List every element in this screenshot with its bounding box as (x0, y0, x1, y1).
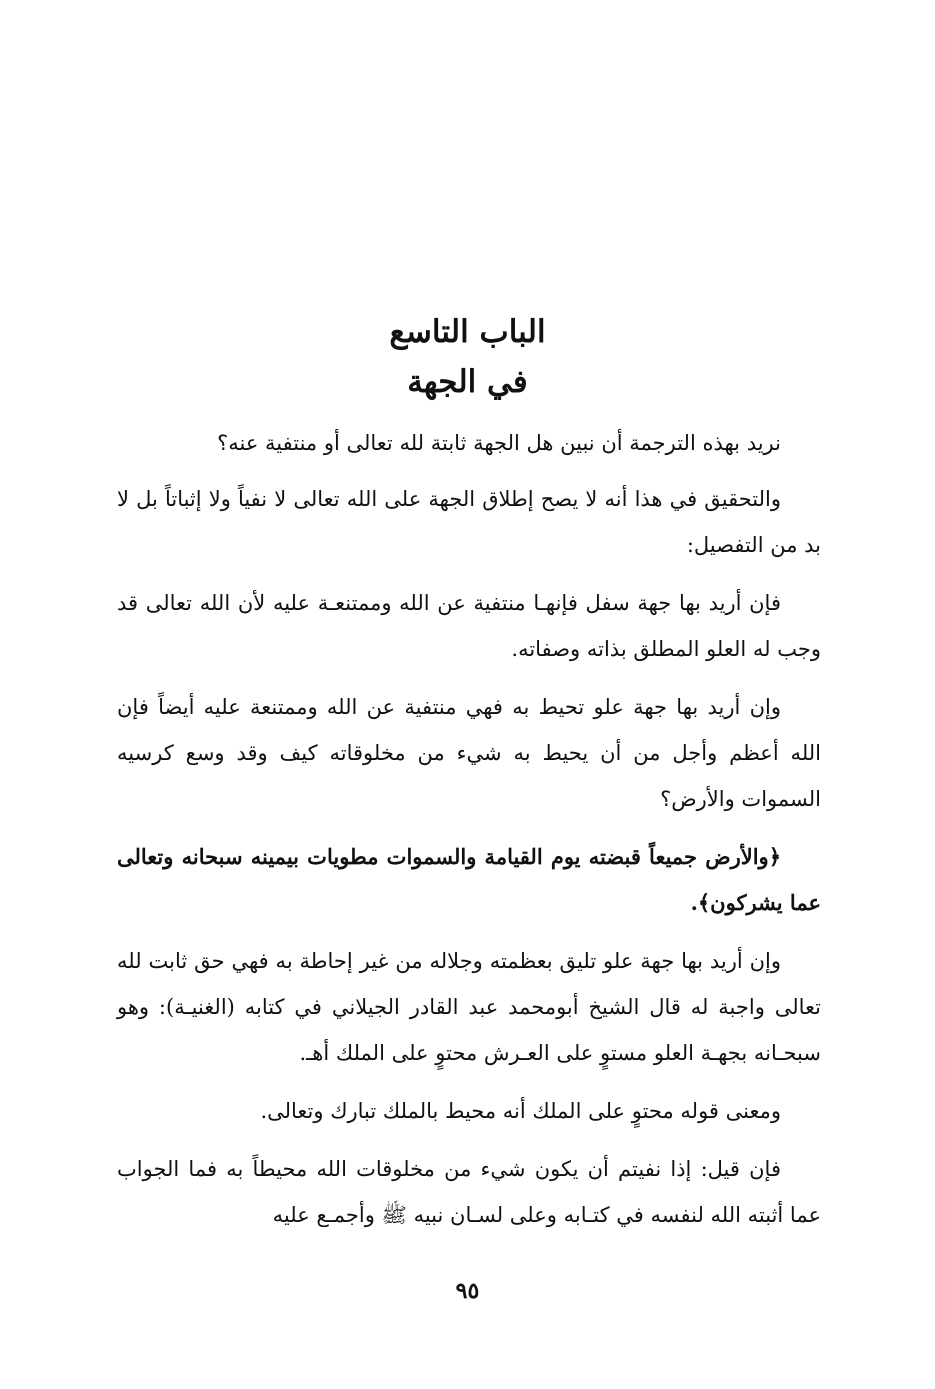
body-text (117, 420, 821, 1250)
paragraph-fitting-height: وإن أريد بها جهة علو تليق بعظمته وجلاله من غير إحاطة به فهي حق ثابت لله تعالى واجبة له قال الشيخ أبومحمد عبد القادر الجيلاني في كتابه (الغنيـة): وهو سبحـانه بجهـة العلو مستوٍ على العـرش محتوٍ على الملك أهـ. (117, 949, 821, 1065)
chapter-title: الباب التاسع (389, 314, 546, 350)
paragraph-intro: نريد بهذه الترجمة أن نبين هل الجهة ثابتة لله تعالى أو منتفية عنه؟ (217, 431, 781, 455)
paragraph-quran-verse: ﴿والأرض جميعاً قبضته يوم القيامة والسموات مطويات بيمينه سبحانه وتعالى عما يشركون﴾. (117, 844, 821, 915)
chapter-subtitle: في الجهة (407, 364, 528, 400)
paragraph-meaning: ومعنى قوله محتوٍ على الملك أنه محيط بالملك تبارك وتعالى. (260, 1099, 781, 1123)
page-number: ٩٥ (455, 1278, 480, 1304)
paragraph-objection: فإن قيل: إذا نفيتم أن يكون شيء من مخلوقات الله محيطاً به فما الجواب عما أثبته الله لنفسه في كتـابه وعلى لسـان نبيه ﷺ وأجمـع عليه (117, 1157, 821, 1227)
paragraph-lower-direction: فإن أريد بها جهة سفل فإنهـا منتفية عن الله وممتنعـة عليه لأن الله تعالى قد وجب له العلو المطلق بذاته وصفاته. (117, 591, 821, 661)
paragraph-verification: والتحقيق في هذا أنه لا يصح إطلاق الجهة على الله تعالى لا نفياً ولا إثباتاً بل لا بد من التفصيل: (117, 487, 821, 557)
paragraph-encompassing-height: وإن أريد بها جهة علو تحيط به فهي منتفية عن الله وممتنعة عليه أيضاً فإن الله أعظم وأجل من أن يحيط به شيء من مخلوقاته كيف وقد وسع كرسيه السموات والأرض؟ (117, 695, 821, 811)
